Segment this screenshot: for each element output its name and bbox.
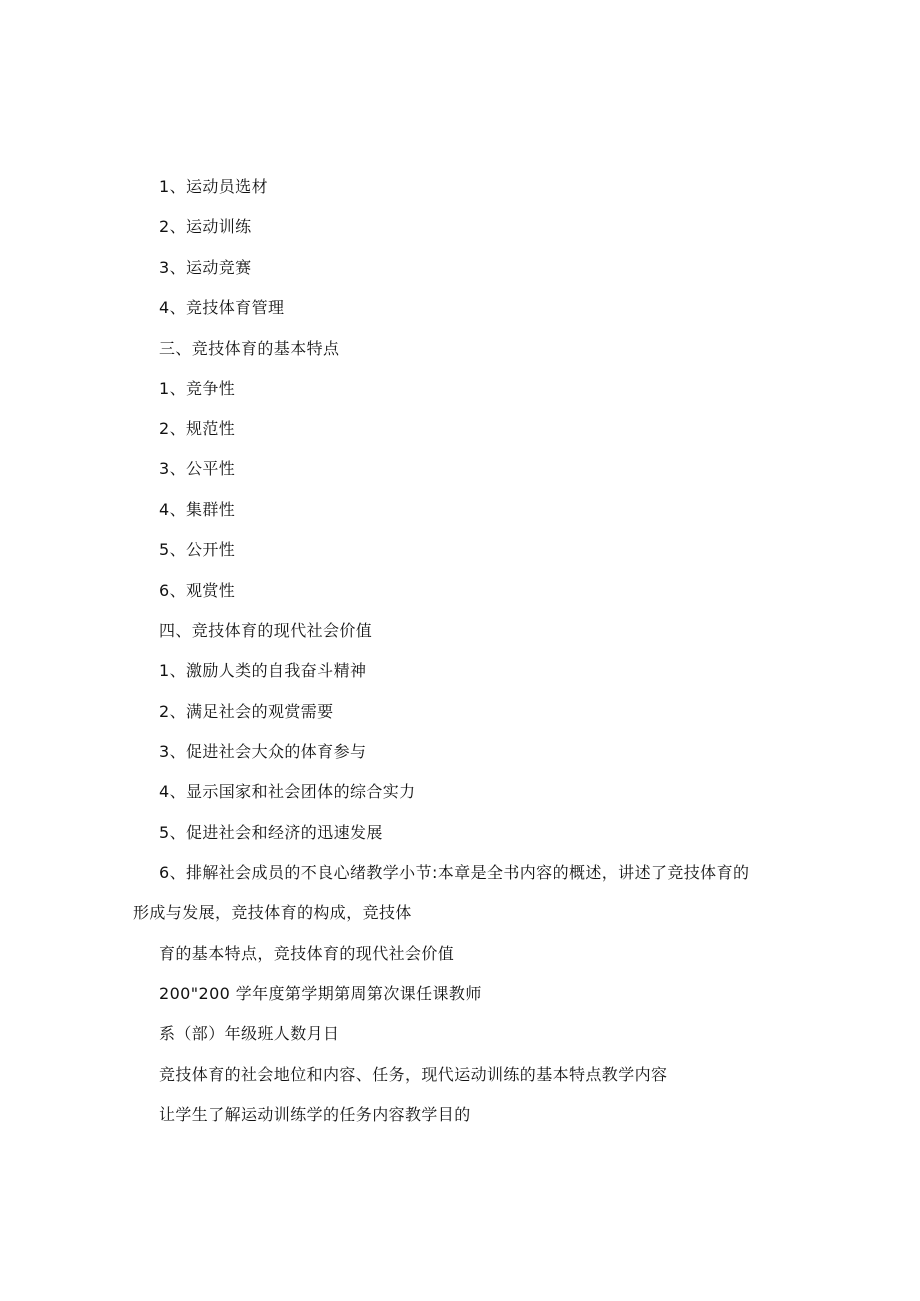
form-line: 系（部）年级班人数月日 — [159, 1024, 340, 1043]
section-heading: 四、竞技体育的现代社会价值 — [159, 621, 373, 640]
list-item: 4、竞技体育管理 — [159, 298, 285, 317]
list-item: 1、激励人类的自我奋斗精神 — [159, 661, 367, 680]
paragraph-line: 竞技体育的社会地位和内容、任务，现代运动训练的基本特点教学内容 — [159, 1065, 668, 1084]
list-item: 2、满足社会的观赏需要 — [159, 702, 334, 721]
list-item: 4、集群性 — [159, 500, 236, 519]
list-item: 3、促进社会大众的体育参与 — [159, 742, 367, 761]
list-item: 5、公开性 — [159, 540, 236, 559]
list-item: 1、运动员选材 — [159, 177, 268, 196]
paragraph-line: 6、排解社会成员的不良心绪教学小节:本章是全书内容的概述，讲述了竞技体育的 — [159, 863, 750, 882]
paragraph-line: 让学生了解运动训练学的任务内容教学目的 — [159, 1105, 471, 1124]
list-item: 2、规范性 — [159, 419, 236, 438]
list-item: 3、运动竞赛 — [159, 258, 252, 277]
form-line: 200"200 学年度第学期第周第次课任课教师 — [159, 984, 482, 1003]
list-item: 4、显示国家和社会团体的综合实力 — [159, 782, 416, 801]
list-item: 6、观赏性 — [159, 581, 236, 600]
paragraph-line: 育的基本特点，竞技体育的现代社会价值 — [159, 944, 455, 963]
section-heading: 三、竞技体育的基本特点 — [159, 339, 340, 358]
list-item: 3、公平性 — [159, 459, 236, 478]
list-item: 1、竞争性 — [159, 379, 236, 398]
list-item: 2、运动训练 — [159, 217, 252, 236]
paragraph-line: 形成与发展，竞技体育的构成，竞技体 — [133, 903, 412, 922]
list-item: 5、促进社会和经济的迅速发展 — [159, 823, 383, 842]
